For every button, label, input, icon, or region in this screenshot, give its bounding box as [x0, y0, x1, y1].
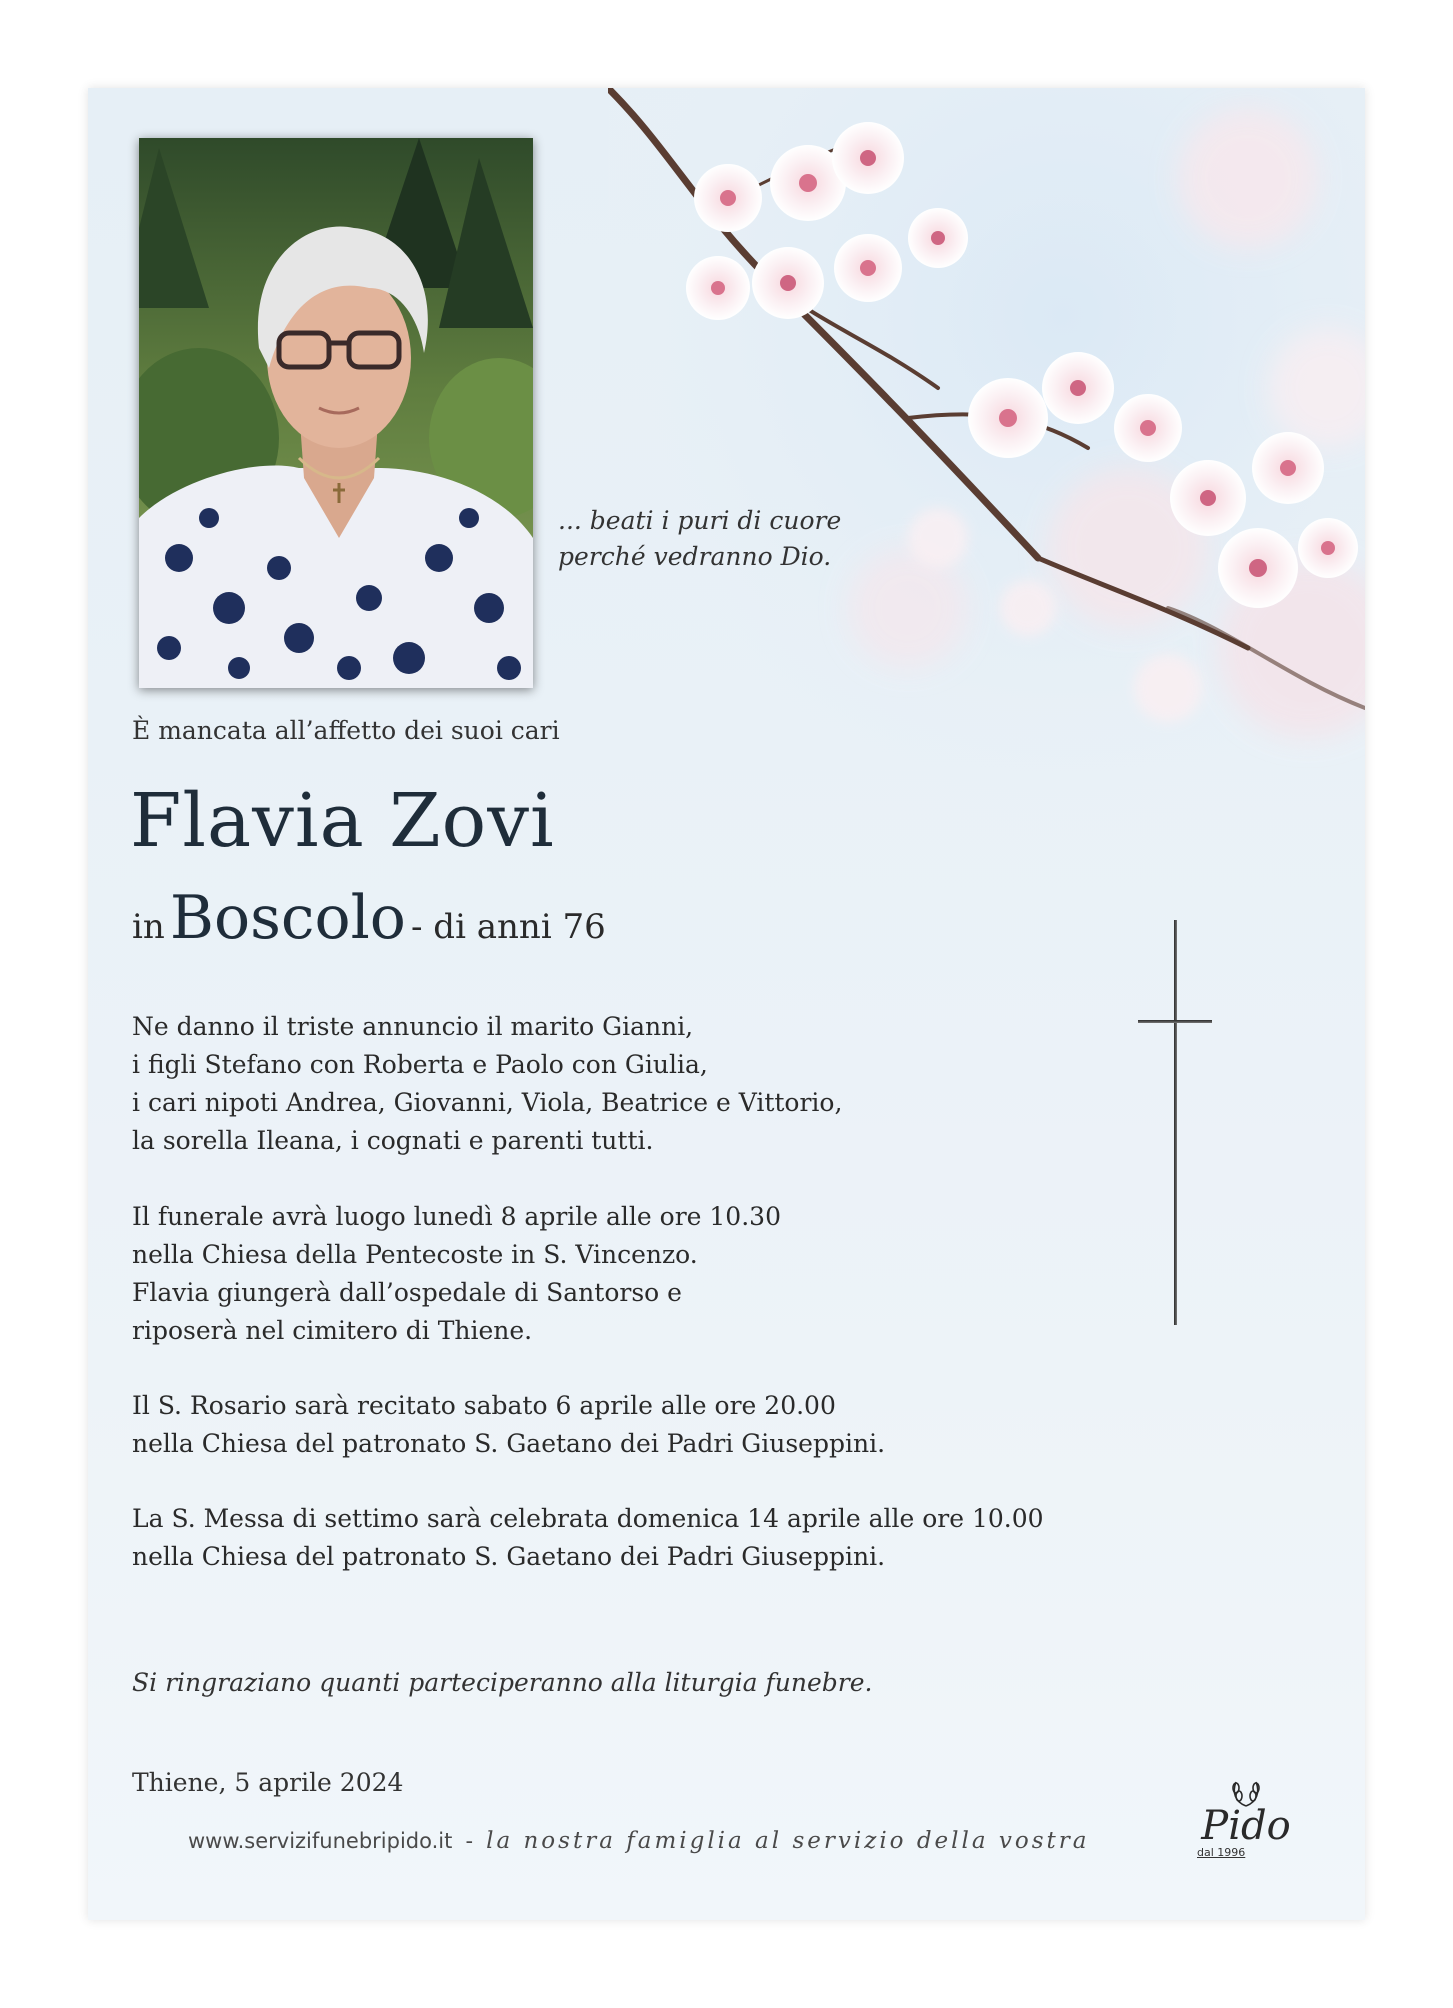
- deceased-name: Flavia Zovi: [130, 778, 555, 864]
- funeral-line: Flavia giungerà dall’ospedale di Santorso e: [132, 1278, 682, 1307]
- married-name: Boscolo: [169, 883, 406, 953]
- footer-separator: -: [465, 1829, 474, 1853]
- obituary-notice: [88, 88, 1365, 1920]
- place-date: Thiene, 5 aprile 2024: [132, 1768, 404, 1797]
- announcement-line: la sorella Ileana, i cognati e parenti tutti.: [132, 1126, 654, 1155]
- married-prefix: in: [132, 907, 165, 947]
- pido-logo: [1191, 1778, 1301, 1878]
- announcement-line: Ne danno il triste annuncio il marito Gianni,: [132, 1012, 694, 1041]
- quote-line-1: ... beati i puri di cuore: [558, 506, 842, 535]
- intro-text: È mancata all’affetto dei suoi cari: [132, 716, 560, 745]
- married-name-line: [132, 883, 606, 953]
- website-link[interactable]: www.servizifunebripido.it: [188, 1829, 453, 1853]
- rosary-paragraph: [132, 1387, 885, 1463]
- thanks-text: Si ringraziano quanti parteciperanno alla liturgia funebre.: [132, 1668, 873, 1697]
- footer-motto: la nostra famiglia al servizio della vostra: [486, 1828, 1090, 1854]
- cross-horizontal-bar: [1138, 1020, 1212, 1023]
- footer: [188, 1828, 1090, 1854]
- logo-brand: Pido: [1201, 1803, 1291, 1849]
- logo-since: dal 1996: [1197, 1846, 1246, 1859]
- announcement-line: i cari nipoti Andrea, Giovanni, Viola, Beatrice e Vittorio,: [132, 1088, 843, 1117]
- rosary-line: nella Chiesa del patronato S. Gaetano dei Padri Giuseppini.: [132, 1429, 886, 1458]
- cherry-blossom-image: [608, 88, 1365, 848]
- age-text: - di anni 76: [411, 907, 606, 947]
- funeral-line: riposerà nel cimitero di Thiene.: [132, 1316, 533, 1345]
- funeral-line: nella Chiesa della Pentecoste in S. Vincenzo.: [132, 1240, 698, 1269]
- mass-line: nella Chiesa del patronato S. Gaetano dei Padri Giuseppini.: [132, 1542, 886, 1571]
- funeral-line: Il funerale avrà luogo lunedì 8 aprile alle ore 10.30: [132, 1202, 781, 1231]
- quote-line-2: perché vedranno Dio.: [558, 542, 832, 571]
- cross-vertical-bar: [1174, 920, 1177, 1325]
- mass-paragraph: [132, 1500, 1044, 1576]
- announcement-line: i figli Stefano con Roberta e Paolo con Giulia,: [132, 1050, 708, 1079]
- portrait-photo: [139, 138, 533, 688]
- bible-quote: [558, 503, 841, 575]
- rosary-line: Il S. Rosario sarà recitato sabato 6 aprile alle ore 20.00: [132, 1391, 836, 1420]
- mass-line: La S. Messa di settimo sarà celebrata domenica 14 aprile alle ore 10.00: [132, 1504, 1044, 1533]
- announcement-paragraph: [132, 1008, 842, 1160]
- funeral-paragraph: [132, 1198, 781, 1350]
